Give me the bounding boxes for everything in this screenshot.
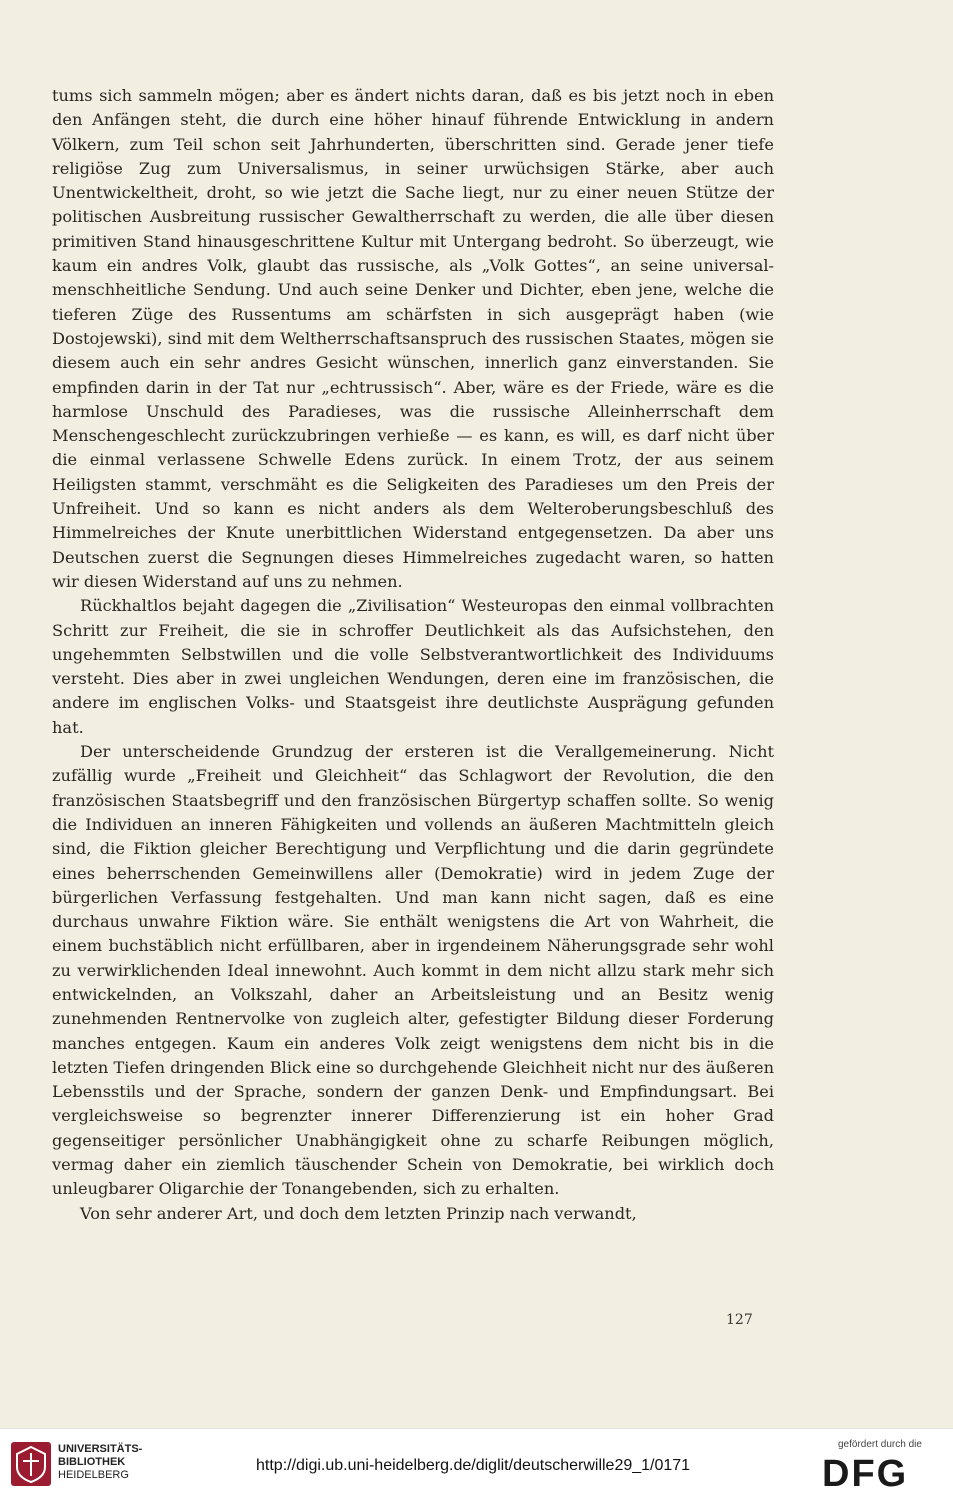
dfg-logo: DFG (822, 1453, 909, 1495)
paragraph-3: Der unterscheidende Grundzug der ersteren ist die Verallgemeinerung. Nicht zufällig wurde „Freiheit und Gleichheit“ das Schlagwort der Revolution, die den französischen Staatsbegriff und den französischen Bürgertyp schaffen sollte. So wenig die Individuen an inneren Fähigkeiten und vollends an äußeren Machtmitteln gleich sind, die Fiktion gleicher Berechtigung und Verpflichtung und die darin gegründete eines beherrschenden Gemeinwillens aller (Demokratie) wird in jedem Zuge der bürgerlichen Verfassung festgehalten. Und man kann nicht sagen, daß es eine durchaus unwahre Fiktion wäre. Sie enthält wenigstens die Art von Wahrheit, die einem buchstäblich nicht erfüllbaren, aber in irgendeinem Näherungsgrade sehr wohl zu verwirklichenden Ideal innewohnt. Auch kommt in dem nicht allzu stark mehr sich entwickelnden, an Volkszahl, daher an Arbeitsleistung und an Besitz wenig zunehmenden Rentnervolke von zugleich alter, gefestigter Bildung dieser Forderung manches entgegen. Kaum ein anderes Volk zeigt wenigstens dem nicht bis in die letzten Tiefen dringenden Blick eine so durchgehende Gleichheit nicht nur des äußeren Lebensstils und der Sprache, sondern der ganzen Denk- und Empfindungsart. Bei vergleichsweise so begrenzter innerer Differenzierung ist ein hoher Grad gegenseitiger persönlicher Unabhängigkeit ohne zu scharfe Reibungen möglich, vermag daher ein ziemlich täuschender Schein von Demokratie, bei wirklich doch unleugbarer Oligarchie der Tonangebenden, sich zu erhalten. (52, 742, 774, 1199)
source-url-link[interactable]: http://digi.ub.uni-heidelberg.de/diglit/deutscherwille29_1/0171 (256, 1457, 691, 1474)
paragraph-2: Rückhaltlos bejaht dagegen die „Zivilisation“ Westeuropas den einmal vollbrachten Schritt zur Freiheit, die sie in schroffer Deutlichkeit als das Aufsichstehen, den ungehemmten Selbstwillen und die volle Selbstverantwortlichkeit des Individuums versteht. Dies aber in zwei ungleichen Wendungen, deren eine im französischen, die andere im englischen Volks- und Staatsgeist ihre deutlichste Ausprägung gefunden hat. (52, 596, 774, 737)
paragraph-4: Von sehr anderer Art, und doch dem letzten Prinzip nach verwandt, (80, 1203, 637, 1223)
body-text (52, 84, 774, 1226)
footer-bar (0, 1428, 953, 1504)
page-number: 127 (726, 1312, 753, 1328)
paragraph-1: tums sich sammeln mögen; aber es ändert nichts daran, daß es bis jetzt noch in eben den Anfängen steht, die durch eine höher hinauf führende Entwicklung in andern Völkern, zum Teil schon seit Jahrhunderten, überschritten sind. Gerade jener tiefe religiöse Zug zum Universalismus, in seiner urwüchsigen Stärke, aber auch Unentwickeltheit, droht, so wie jetzt die Sache liegt, nur zu einer neuen Stütze der politischen Ausbreitung russischer Gewaltherrschaft zu werden, die alle über diesen primitiven Stand hinausgeschrittene Kultur mit Untergang bedroht. So überzeugt, wie kaum ein andres Volk, glaubt das russische, als „Volk Gottes“, an seine universal-menschheitliche Sendung. Und auch seine Denker und Dichter, eben jene, welche die tieferen Züge des Russentums am schärfsten in sich ausgeprägt haben (wie Dostojewski), sind mit dem Weltherrschaftsanspruch des russischen Staates, mögen sie diesem auch ein sehr andres Gesicht wünschen, innerlich ganz einverstanden. Sie empfinden darin in der Tat nur „echtrussisch“. Aber, wäre es der Friede, wäre es die harmlose Unschuld des Paradieses, was die russische Alleinherrschaft dem Menschengeschlecht zurückzubringen verhieße — es kann, es will, es darf nicht über die einmal verlassene Schwelle Edens zurück. In einem Trotz, der aus seinem Heiligsten stammt, verschmäht es die Seligkeiten des Paradieses um den Preis der Unfreiheit. Und so kann es nicht anders als dem Welteroberungsbeschluß des Himmelreiches der Knute unerbittlichen Widerstand entgegensetzen. Da aber uns Deutschen zuerst die Segnungen dieses Himmelreiches zugedacht waren, so hatten wir diesen Widerstand auf uns zu nehmen. (52, 86, 774, 591)
library-name: UNIVERSITÄTS- BIBLIOTHEK HEIDELBERG (58, 1443, 143, 1481)
funded-by-label: gefördert durch die (838, 1439, 922, 1450)
university-seal-icon (10, 1441, 52, 1487)
